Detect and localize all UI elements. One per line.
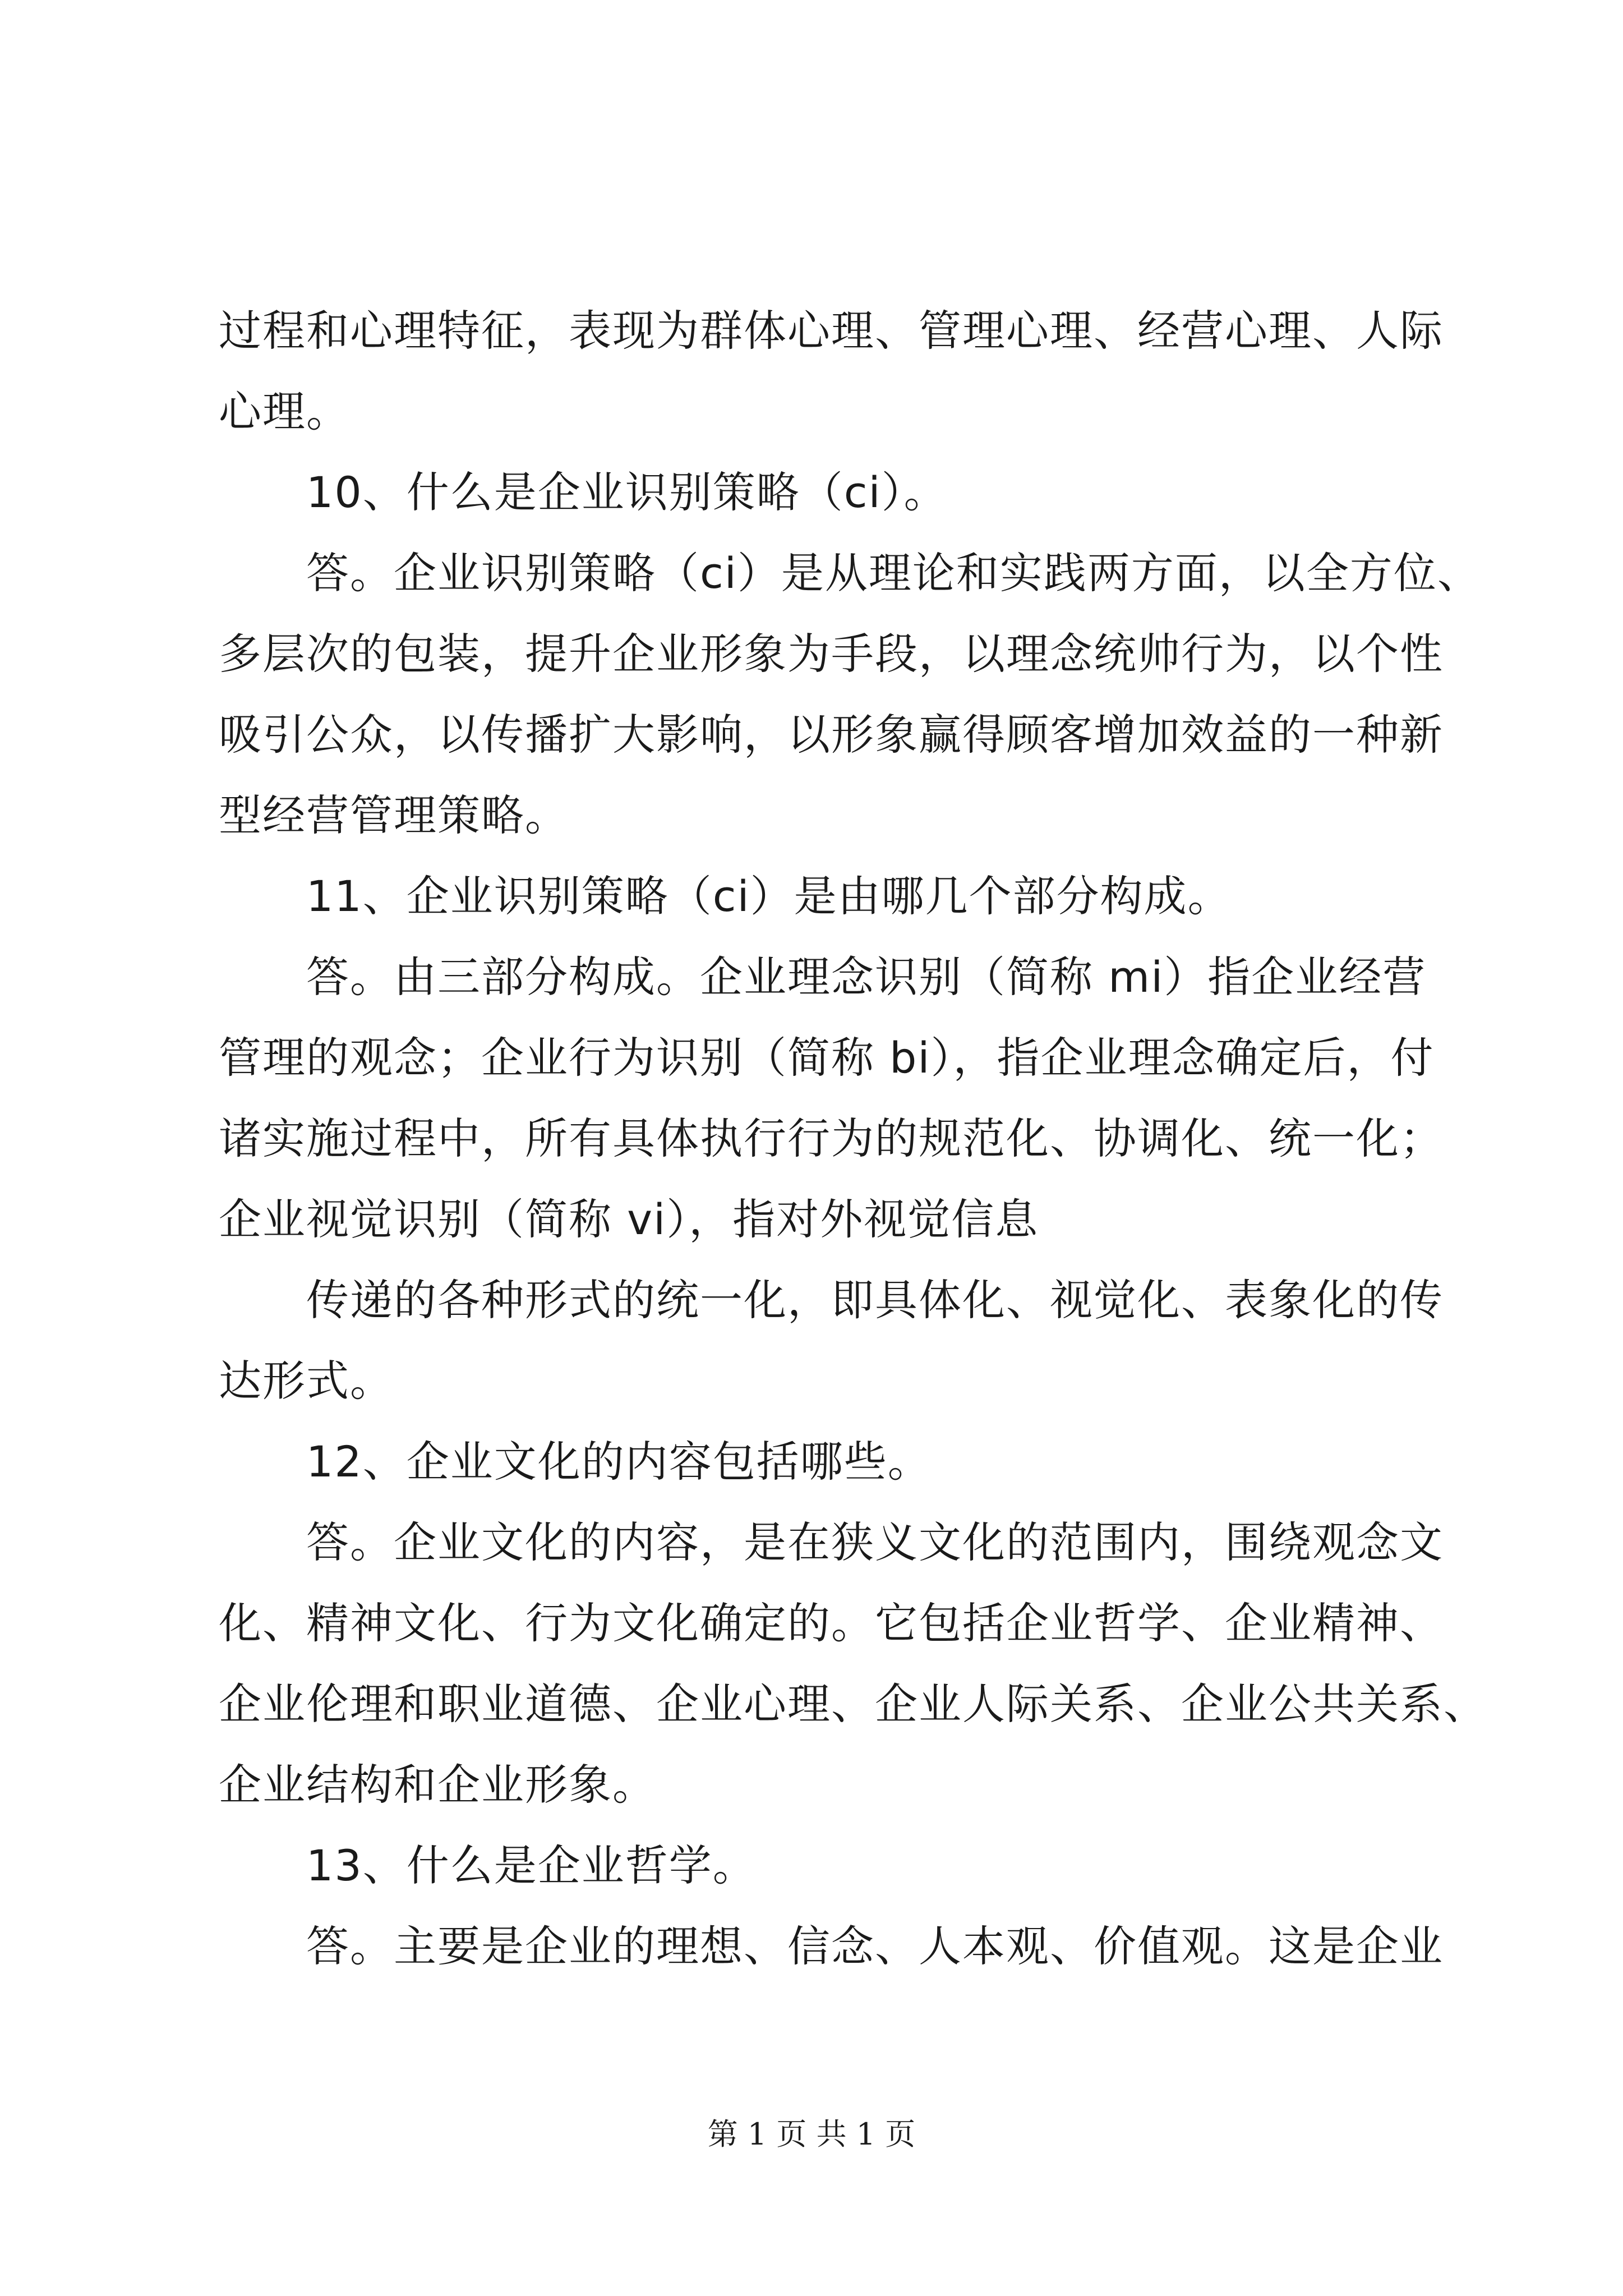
page-footer: 第 1 页 共 1 页 — [707, 2116, 916, 2152]
document-body — [219, 291, 1487, 1987]
text-line: 多层次的包装，提升企业形象为手段，以理念统帅行为，以个性 — [219, 629, 1444, 679]
text-line: 管理的观念；企业行为识别（简称 bi），指企业理念确定后，付 — [219, 1033, 1435, 1083]
text-line: 过程和心理特征，表现为群体心理、管理心理、经营心理、人际 — [219, 306, 1444, 356]
answer-line: 答。由三部分构成。企业理念识别（简称 mi）指企业经营 — [306, 952, 1427, 1002]
text-line: 企业视觉识别（简称 vi），指对外视觉信息 — [219, 1194, 1039, 1244]
text-line: 达形式。 — [219, 1356, 394, 1406]
text-line: 企业伦理和职业道德、企业心理、企业人际关系、企业公共关系、 — [219, 1679, 1487, 1729]
question-heading: 12、企业文化的内容包括哪些。 — [306, 1437, 932, 1487]
question-heading: 11、企业识别策略（ci）是由哪几个部分构成。 — [306, 871, 1232, 921]
text-line: 企业结构和企业形象。 — [219, 1760, 656, 1810]
text-line: 传递的各种形式的统一化，即具体化、视觉化、表象化的传 — [306, 1275, 1444, 1325]
question-heading: 10、什么是企业识别策略（ci）。 — [306, 467, 948, 517]
answer-line: 答。主要是企业的理想、信念、人本观、价值观。这是企业 — [306, 1921, 1444, 1971]
question-heading: 13、什么是企业哲学。 — [306, 1841, 757, 1890]
answer-line: 答。企业文化的内容，是在狭义文化的范围内，围绕观念文 — [306, 1517, 1444, 1567]
text-line: 心理。 — [219, 386, 350, 436]
text-line: 吸引公众，以传播扩大影响，以形象赢得顾客增加效益的一种新 — [219, 710, 1444, 760]
answer-line: 答。企业识别策略（ci）是从理论和实践两方面，以全方位、 — [306, 548, 1481, 598]
text-line: 型经营管理策略。 — [219, 790, 569, 840]
text-line: 诸实施过程中，所有具体执行行为的规范化、协调化、统一化； — [219, 1114, 1444, 1163]
text-line: 化、精神文化、行为文化确定的。它包括企业哲学、企业精神、 — [219, 1598, 1444, 1648]
